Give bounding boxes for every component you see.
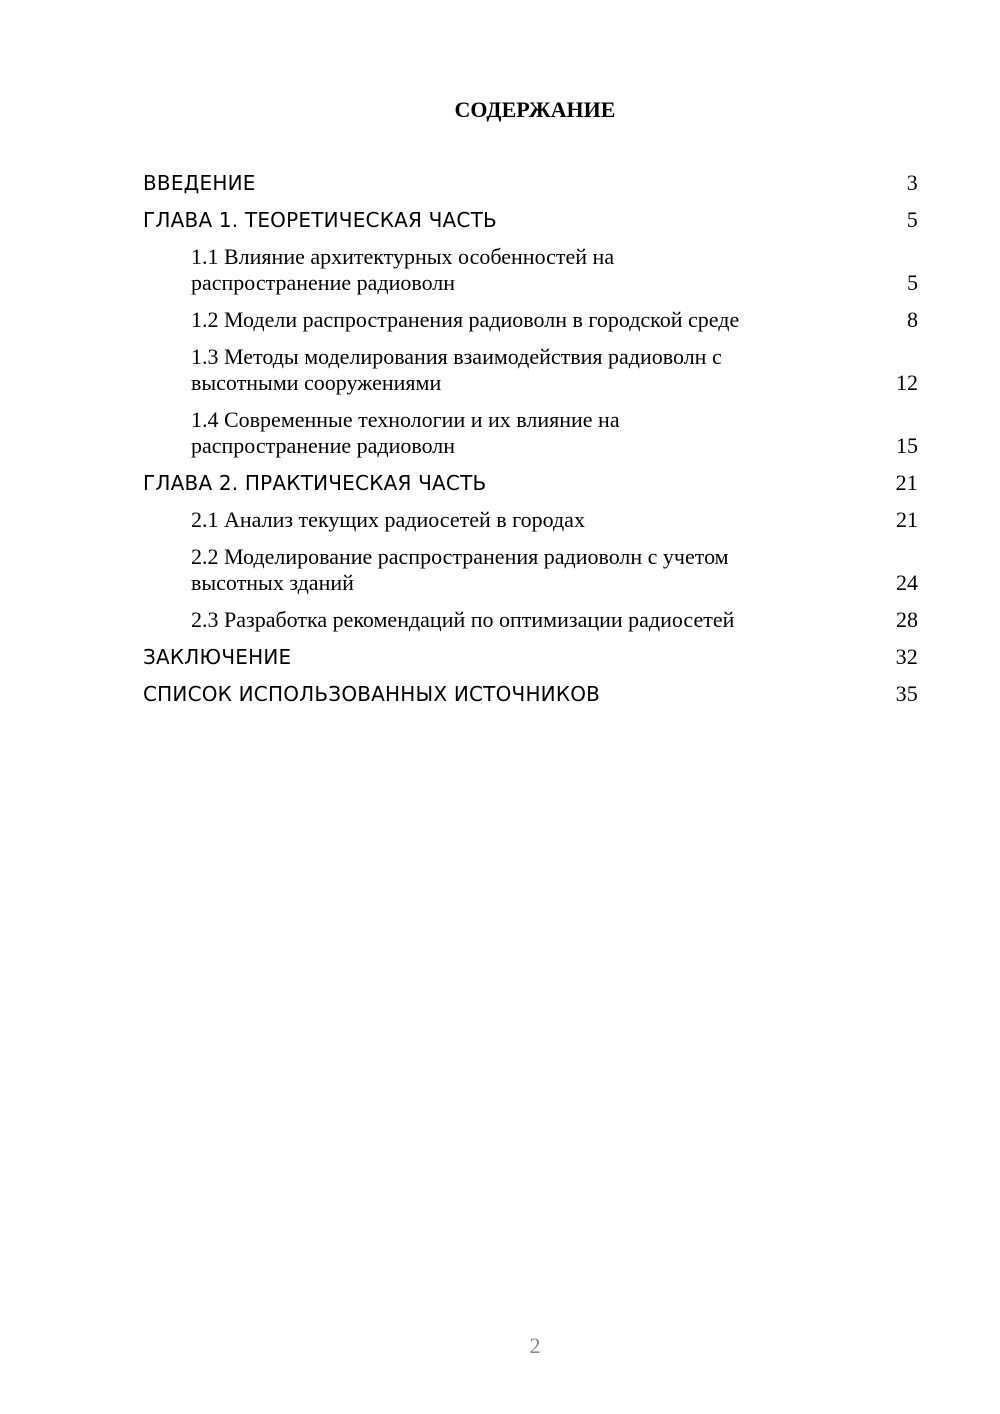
toc-entry-label: ЗАКЛЮЧЕНИЕ (143, 645, 292, 669)
toc-entry-section-1-4 (143, 407, 918, 459)
toc-entry-page: 35 (895, 681, 918, 706)
toc-entry-label: СПИСОК ИСПОЛЬЗОВАННЫХ ИСТОЧНИКОВ (143, 682, 601, 706)
toc-entry-page: 24 (896, 570, 918, 595)
toc-entry-section-1-2 (143, 307, 918, 333)
page-number: 2 (529, 1333, 541, 1358)
toc-entry-label: 1.3 Методы моделирования взаимодействия радиоволн с высотными сооружениями (191, 344, 722, 395)
toc-entry-page: 5 (906, 207, 918, 232)
toc-entry-label: 2.1 Анализ текущих радиосетей в городах (191, 507, 585, 532)
toc-entry-label: 2.3 Разработка рекомендаций по оптимизации радиосетей (191, 607, 735, 632)
toc-entry-label: 1.1 Влияние архитектурных особенностей на распространение радиоволн (191, 244, 615, 295)
toc-entry-label: ГЛАВА 2. ПРАКТИЧЕСКАЯ ЧАСТЬ (143, 471, 487, 495)
toc-entry-page: 8 (907, 307, 918, 332)
toc-entry-conclusion (143, 644, 918, 670)
page-title: СОДЕРЖАНИЕ (454, 97, 616, 122)
toc-entry-introduction (143, 170, 918, 196)
table-of-contents (143, 170, 918, 718)
toc-entry-label: ГЛАВА 1. ТЕОРЕТИЧЕСКАЯ ЧАСТЬ (143, 208, 497, 232)
toc-entry-page: 28 (896, 607, 918, 632)
toc-entry-section-2-1 (143, 507, 918, 533)
toc-entry-page: 21 (895, 470, 918, 495)
toc-entry-section-1-1 (143, 244, 918, 296)
toc-entry-page: 21 (896, 507, 918, 532)
toc-entry-label: 2.2 Моделирование распространения радиоволн с учетом высотных зданий (191, 544, 729, 595)
toc-entry-page: 12 (896, 370, 918, 395)
toc-entry-section-1-3 (143, 344, 918, 396)
toc-entry-page: 15 (896, 433, 918, 458)
toc-entry-chapter-1 (143, 207, 918, 233)
toc-entry-page: 5 (907, 270, 918, 295)
toc-entry-section-2-3 (143, 607, 918, 633)
toc-entry-label: 1.4 Современные технологии и их влияние на распространение радиоволн (191, 407, 620, 458)
toc-entry-chapter-2 (143, 470, 918, 496)
toc-entry-label: ВВЕДЕНИЕ (143, 171, 256, 195)
toc-entry-page: 3 (906, 170, 918, 195)
toc-entry-references (143, 681, 918, 707)
toc-entry-label: 1.2 Модели распространения радиоволн в городской среде (191, 307, 740, 332)
toc-entry-page: 32 (895, 644, 918, 669)
toc-entry-section-2-2 (143, 544, 918, 596)
